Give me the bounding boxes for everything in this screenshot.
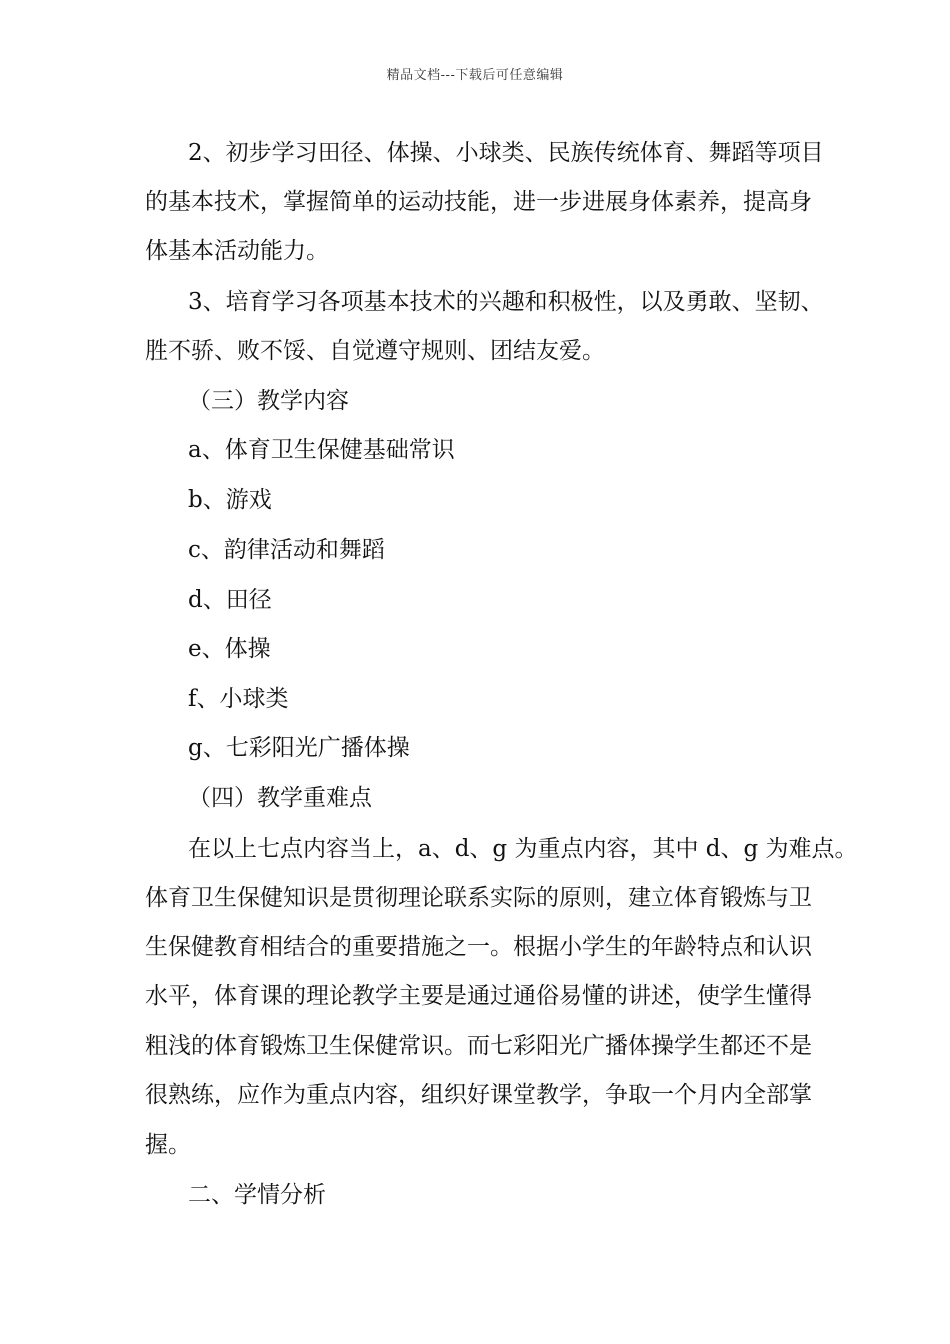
content-item-g: g、七彩阳光广播体操 (188, 735, 410, 761)
paragraph-4-line-4: 水平，体育课的理论教学主要是通过通俗易懂的讲述，使学生懂得 (145, 983, 812, 1009)
content-item-e: e、体操 (188, 636, 271, 662)
section-4-heading: （四）教学重难点 (188, 785, 372, 811)
paragraph-2-line-3: 体基本活动能力。 (145, 238, 329, 264)
paragraph-4-line-7: 握。 (145, 1132, 191, 1158)
content-item-c: c、韵律活动和舞蹈 (188, 537, 385, 563)
content-item-d: d、田径 (188, 587, 272, 613)
section-two-heading: 二、学情分析 (188, 1182, 326, 1208)
page-header: 精品文档---下载后可任意编辑 (386, 68, 564, 83)
paragraph-4-line-1: 在以上七点内容当上，a、d、g 为重点内容，其中 d、g 为难点。 (188, 836, 858, 862)
section-3-heading: （三）教学内容 (188, 388, 349, 414)
paragraph-4-line-3: 生保健教育相结合的重要措施之一。根据小学生的年龄特点和认识 (145, 934, 812, 960)
paragraph-4-line-5: 粗浅的体育锻炼卫生保健常识。而七彩阳光广播体操学生都还不是 (145, 1033, 812, 1059)
paragraph-4-line-6: 很熟练，应作为重点内容，组织好课堂教学，争取一个月内全部掌 (145, 1082, 812, 1108)
paragraph-3-line-1: 3、培育学习各项基本技术的兴趣和积极性，以及勇敢、坚韧、 (188, 289, 824, 315)
paragraph-2-line-1: 2、初步学习田径、体操、小球类、民族传统体育、舞蹈等项目 (188, 140, 824, 166)
paragraph-4-line-2: 体育卫生保健知识是贯彻理论联系实际的原则，建立体育锻炼与卫 (145, 885, 812, 911)
content-item-b: b、游戏 (188, 487, 272, 513)
paragraph-2-line-2: 的基本技术，掌握简单的运动技能，进一步进展身体素养，提高身 (145, 189, 812, 215)
content-item-a: a、体育卫生保健基础常识 (188, 437, 455, 463)
content-item-f: f、小球类 (188, 686, 289, 712)
paragraph-3-line-2: 胜不骄、败不馁、自觉遵守规则、团结友爱。 (145, 338, 605, 364)
